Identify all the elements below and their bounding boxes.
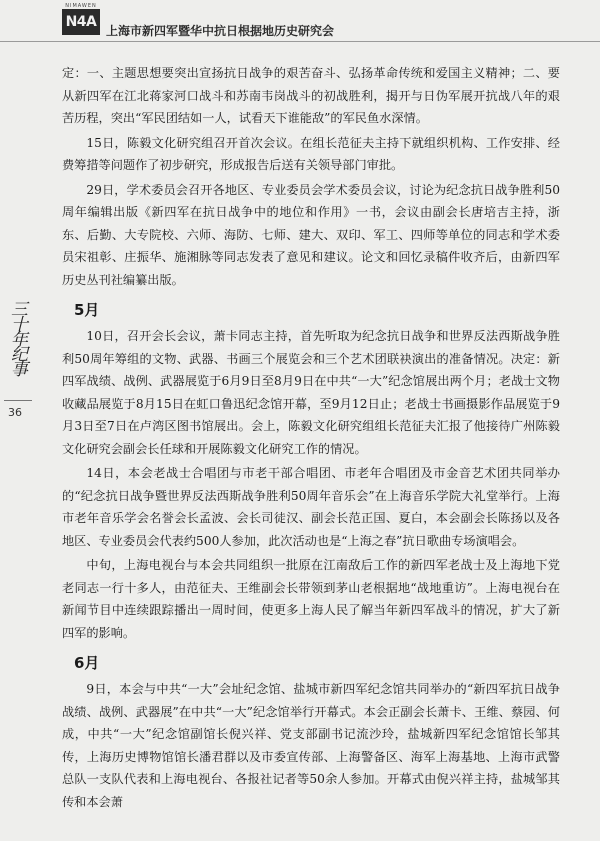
organization-name: 上海市新四军暨华中抗日根据地历史研究会 [106,24,335,38]
page-number: 36 [8,406,22,419]
paragraph: 14日，本会老战士合唱团与市老干部合唱团、市老年合唱团及市金音艺术团共同举办的“纪念抗日战争暨世界反法西斯战争胜利50周年音乐会”在上海音乐学院大礼堂举行。上海市老年音乐学会名誉会长孟波、会长司徒汉、副会长范正国、夏白，本会副会长陈扬以及各地区、专业委员会代表约500人参加，此次活动也是“上海之春”抗日歌曲专场演唱会。 [62,466,560,548]
paragraph: 定：一、主题思想要突出宣扬抗日战争的艰苦奋斗、弘扬革命传统和爱国主义精神；二、要从新四军在江北蒋家河口战斗和苏南韦岗战斗的初战胜利，揭开与日伪军展开抗战八年的艰苦历程，突出“军民团结如一人，试看天下谁能敌”的军民鱼水深情。 [62,66,560,125]
page-number-rule [4,400,32,401]
n4a-logo: N4A [62,9,100,35]
page-header [0,0,600,42]
paragraph: 9日，本会与中共“一大”会址纪念馆、盐城市新四军纪念馆共同举办的“新四军抗日战争战绩、战例、武器展”在中共“一大”纪念馆举行开幕式。本会正副会长萧卡、王维、蔡园、何成，中共“一大”纪念馆副馆长倪兴祥、党支部副书记流沙玲，盐城新四军纪念馆馆长邹其传，上海历史博物馆馆长潘君群以及市委宣传部、上海警备区、海军上海基地、上海市武警总队一支队代表和上海电视台、各报社记者等50余人参加。开幕式由倪兴祥主持，盐城邹其传和本会萧 [62,682,560,809]
paragraph: 29日，学术委员会召开各地区、专业委员会学术委员会议，讨论为纪念抗日战争胜利50周年编辑出版《新四军在抗日战争中的地位和作用》一书，会议由副会长唐培吉主持，浙东、后勤、大专院校、六师、海防、七师、建大、双印、军工、四师等单位的同志和学术委员宋祖彰、庄振华、施湘脉等同志发表了意见和建议。论文和回忆录稿件收齐后，由新四军历史丛刊社编纂出版。 [62,182,560,287]
header-rule [0,41,600,42]
paragraph: 10日，召开会长会议，萧卡同志主持，首先听取为纪念抗日战争和世界反法西斯战争胜利50周年筹组的文物、武器、书画三个展览会和三个艺术团联袂演出的准备情况。决定：新四军战绩、战例、武器展览于6月9日至8月9日在中共“一大”纪念馆展出两个月；老战士文物收藏品展览于8月15日在虹口鲁迅纪念馆开幕，至9月12日止；老战士书画摄影作品展览于9月3日至7日在卢湾区图书馆展出。会上，陈毅文化研究组组长范征夫汇报了他接待广州陈毅文化研究会副会长任球和开展陈毅文化研究工作的情况。 [62,329,560,456]
main-text [62,62,560,815]
paragraph: 中旬，上海电视台与本会共同组织一批原在江南敌后工作的新四军老战士及上海地下党老同志一行十多人，由范征夫、王维副会长带领到茅山老根据地“战地重访”。上海电视台在新闻节目中连续跟踪播出一周时间，使更多上海人民了解当年新四军战斗的情况，扩大了新四军的影响。 [62,558,560,640]
month-heading-may: 5月 [74,301,100,319]
book-title-calligraphy: 三十年纪事 [7,300,27,375]
month-heading-june: 6月 [74,654,100,672]
side-margin [4,300,32,420]
paragraph: 15日，陈毅文化研究组召开首次会议。在组长范征夫主持下就组织机构、工作安排、经费筹措等问题作了初步研究，形成报告后送有关领导部门审批。 [62,135,560,172]
logo-caption: NIMAWEN [65,3,97,9]
